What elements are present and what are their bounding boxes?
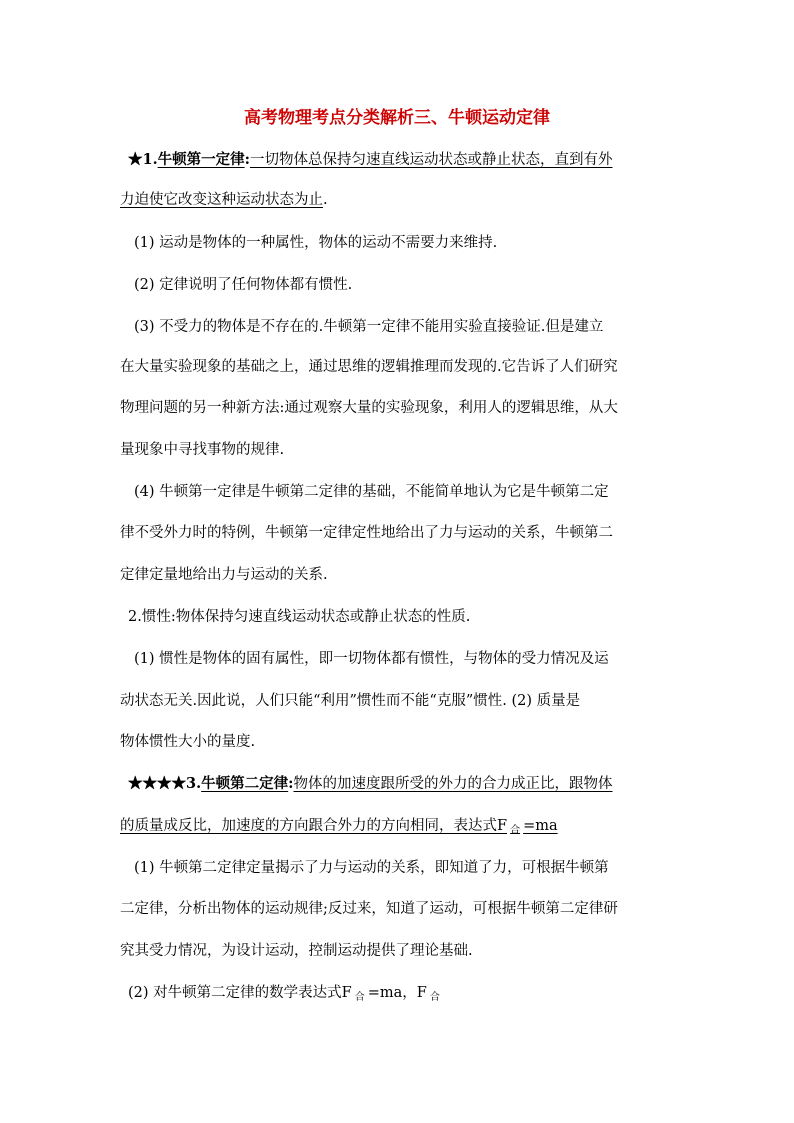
section-1-definition-period: . bbox=[323, 192, 328, 208]
section-3-point-1-line-2: 二定律，分析出物体的运动规律;反过来，知道了运动，可根据牛顿第二定律研 bbox=[120, 901, 618, 917]
section-1-point-1: (1) 运动是物体的一种属性，物体的运动不需要力来维持. bbox=[134, 235, 498, 251]
section-1-point-3-line-2: 在大量实验现象的基础之上，通过思维的逻辑推理而发现的.它告诉了人们研究 bbox=[120, 359, 618, 375]
section-3-definition-subscript: 合 bbox=[510, 825, 521, 836]
section-1-point-3-line-1: (3) 不受力的物体是不存在的.牛顿第一定律不能用实验直接验证.但是建立 bbox=[134, 319, 604, 335]
section-3-colon: : bbox=[288, 775, 294, 792]
section-1-prefix: ★1. bbox=[128, 151, 158, 168]
section-1-point-4-line-1: (4) 牛顿第一定律是牛顿第二定律的基础，不能简单地认为它是牛顿第二定 bbox=[134, 484, 609, 500]
section-3-point-1-line-3: 究其受力情况，为设计运动，控制运动提供了理论基础. bbox=[120, 943, 473, 959]
section-2-point-1-line-2: 动状态无关.因此说，人们只能“利用”惯性而不能“克服”惯性. (2) 质量是 bbox=[120, 693, 581, 709]
section-1-point-4-line-3: 定律定量地给出力与运动的关系. bbox=[120, 567, 328, 583]
section-3-definition-line-1: 物体的加速度跟所受的外力的合力成正比，跟物体 bbox=[293, 776, 613, 792]
section-1-colon: : bbox=[244, 151, 250, 168]
section-1-term: 牛顿第一定律 bbox=[157, 151, 245, 168]
page-title: 高考物理考点分类解析三、牛顿运动定律 bbox=[244, 108, 550, 128]
section-1-definition-continued bbox=[120, 188, 328, 212]
section-3-point-2 bbox=[128, 981, 443, 1007]
section-3-term: 牛顿第二定律 bbox=[201, 775, 289, 792]
section-3-heading bbox=[128, 772, 613, 796]
section-1-definition-line-1: 一切物体总保持匀速直线运动状态或静止状态，直到有外 bbox=[250, 152, 613, 168]
section-2-point-1-line-3: 物体惯性大小的量度. bbox=[120, 734, 256, 750]
section-1-point-2: (2) 定律说明了任何物体都有惯性. bbox=[134, 277, 353, 293]
section-3-point-2-subscript-1: 合 bbox=[354, 992, 365, 1003]
section-3-point-2-text: (2) 对牛顿第二定律的数学表达式F bbox=[128, 985, 352, 1001]
section-1-point-3-line-3: 物理问题的另一种新方法:通过观察大量的实验现象，利用人的逻辑思维，从大 bbox=[120, 400, 618, 416]
section-1-heading bbox=[128, 148, 613, 172]
section-3-point-2-formula: =ma，F bbox=[367, 985, 427, 1001]
section-1-point-3-line-4: 量现象中寻找事物的规律. bbox=[120, 442, 285, 458]
section-3-point-2-subscript-2: 合 bbox=[429, 992, 440, 1003]
section-3-definition-line-2-text: 的质量成反比，加速度的方向跟合外力的方向相同，表达式F bbox=[120, 818, 508, 834]
section-1-point-4-line-2: 律不受外力时的特例，牛顿第一定律定性地给出了力与运动的关系，牛顿第二 bbox=[120, 525, 613, 541]
section-3-definition-line-2 bbox=[120, 818, 558, 834]
section-1-definition-line-2: 力迫使它改变这种运动状态为止 bbox=[120, 192, 323, 208]
section-2-heading: 2.惯性:物体保持匀速直线运动状态或静止状态的性质. bbox=[128, 609, 471, 625]
section-3-prefix: ★★★★3. bbox=[128, 775, 202, 792]
section-3-definition-continued bbox=[120, 814, 558, 840]
section-2-point-1-line-1: (1) 惯性是物体的固有属性，即一切物体都有惯性，与物体的受力情况及运 bbox=[134, 651, 609, 667]
section-3-point-1-line-1: (1) 牛顿第二定律定量揭示了力与运动的关系，即知道了力，可根据牛顿第 bbox=[134, 860, 609, 876]
section-3-definition-formula: =ma bbox=[523, 818, 558, 834]
